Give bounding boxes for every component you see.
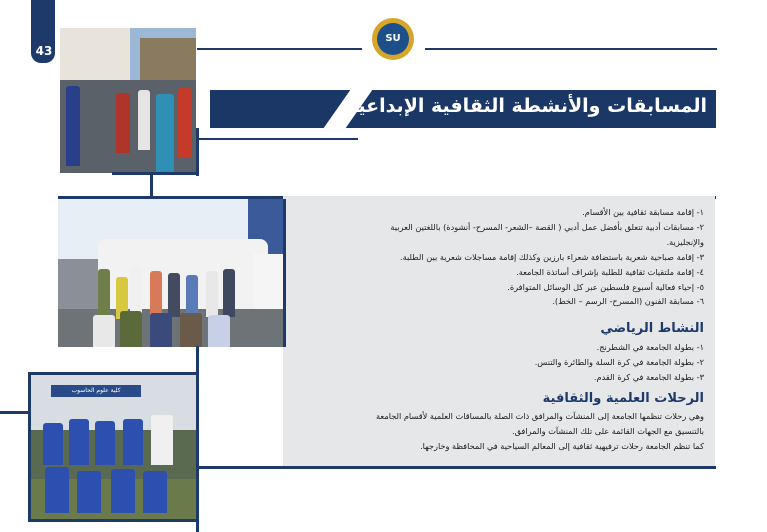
trips-heading: الرحلات العلمية والثقافية [542,391,704,406]
trips-text [296,409,704,454]
sports-list [296,340,704,385]
photo1-frame-bottom [112,172,198,175]
sports-item: ٢- بطولة الجامعة في كرة السلة والطائرة والتنس. [534,356,704,367]
content-bottom-rule [196,466,716,469]
building-sign: كلية علوم الحاسوب [51,385,141,397]
sports-item: ١- بطولة الجامعة في الشطرنج. [596,342,704,352]
page-number: 43 [35,44,53,58]
cultural-item: ٥- إحياء فعالية أسبوع فلسطين عبر كل الوسائل المتوافرة. [507,281,704,292]
header-rule-right [425,48,717,50]
cultural-item: ٣- إقامة صباحية شعرية باستضافة شعراء بارزين وكذلك إقامة مساجلات شعرية بين الطلبة. [399,251,704,262]
photo2-frame-right [283,199,286,347]
photo-students-bus [58,199,283,347]
cultural-item: ٤- إقامة ملتقيات ثقافية للطلبة بإشراف أساتذة الجامعة. [516,266,704,277]
photo-students-courtyard [60,28,196,173]
photo1-frame-connector [196,138,358,140]
sports-heading: النشاط الرياضي [600,321,704,336]
photo3-connector-left [0,411,28,414]
header-rule-left [197,48,362,50]
trips-line: وهي رحلات تنظمها الجامعة إلى المنشآت والمرافق ذات الصلة بالمساقات العلمية لأقسام الجامعة [375,411,704,421]
logo-text: SU [377,23,409,55]
university-logo [372,18,414,60]
trips-line: كما تنظم الجامعة رحلات ترفيهية ثقافية إلى المعالم السياحية في المحافظة وخارجها. [420,440,704,451]
sports-item: ٣- بطولة الجامعة في كرة القدم. [593,371,704,382]
cultural-item: والإنجليزية. [666,236,704,247]
cultural-item: ٢- مسابقات أدبية تتعلق بأفضل عمل أدبي ( القصة –الشعر- المسرح- أنشودة) باللغتين العربية [390,221,704,232]
cultural-item: ١- إقامة مسابقة ثقافية بين الأقسام. [582,207,704,217]
photo-football-team [28,372,199,522]
cultural-activities-list [296,205,704,309]
trips-line: بالتنسيق مع الجهات القائمة على تلك المنشآت والمرافق. [512,425,704,436]
connector-vertical [150,172,153,198]
cultural-item: ٦- مسابقة الفنون (المسرح- الرسم – الخط). [552,296,704,307]
banner-title: المسابقات والأنشطة الثقافية الإبداعية [346,95,707,117]
photo3-frame-right [196,466,199,532]
photo1-frame-right [196,128,199,176]
